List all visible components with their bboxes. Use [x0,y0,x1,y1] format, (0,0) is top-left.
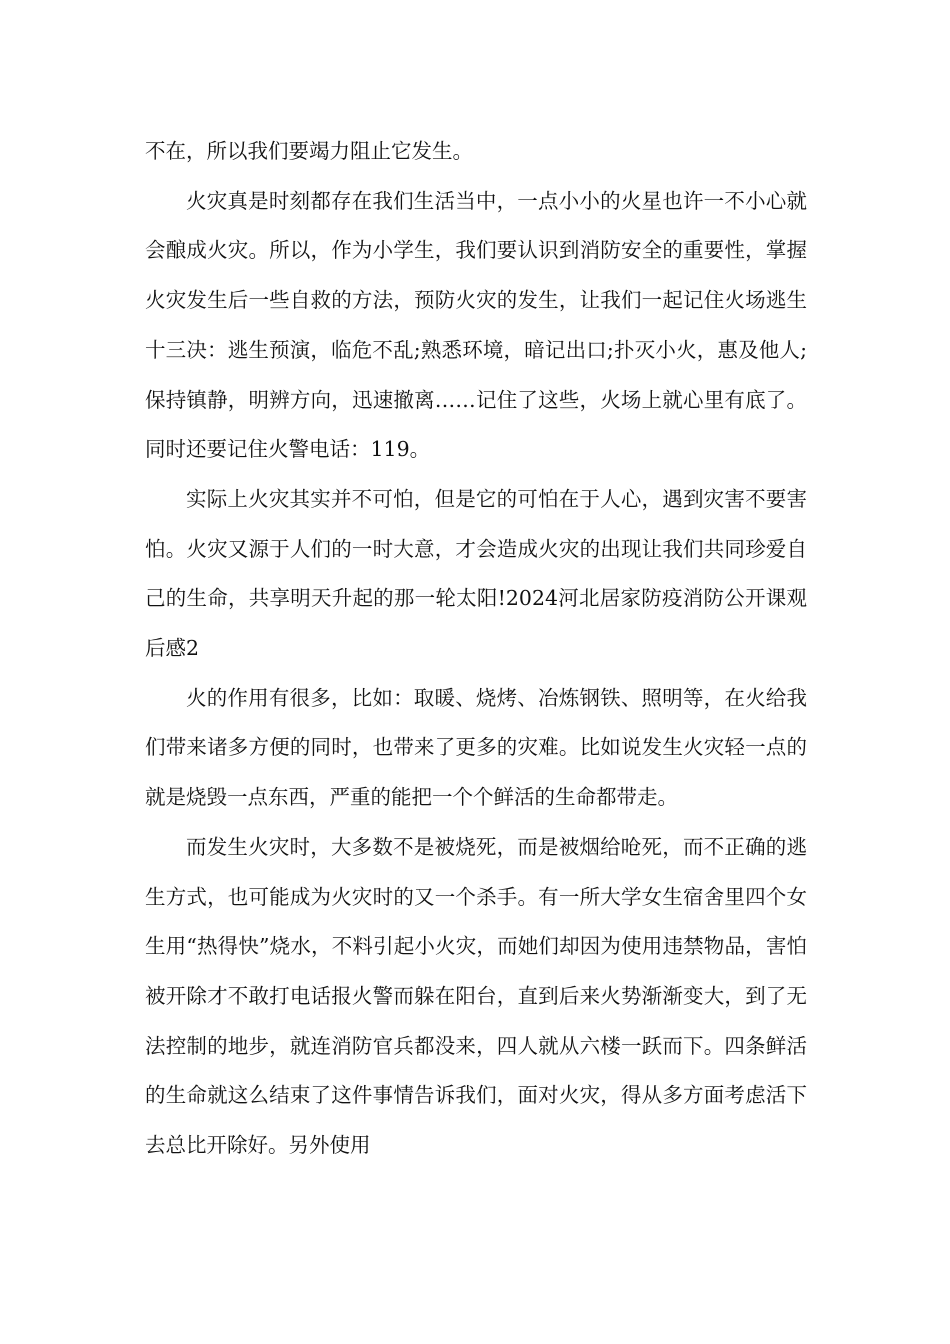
paragraph-continued: 不在，所以我们要竭力阻止它发生。 [145,139,473,163]
paragraph: 实际上火灾其实并不可怕，但是它的可怕在于人心，遇到灾害不要害怕。火灾又源于人们的一时大意，才会造成火灾的出现让我们共同珍爱自己的生命，共享明天升起的那一轮太阳!2024河北居家防疫消防公开课观后感2 [145,486,807,661]
paragraph: 火的作用有很多，比如：取暖、烧烤、冶炼钢铁、照明等，在火给我们带来诸多方便的同时，也带来了更多的灾难。比如说发生火灾轻一点的就是烧毁一点东西，严重的能把一个个鲜活的生命都带走。 [145,685,807,810]
paragraph: 火灾真是时刻都存在我们生活当中，一点小小的火星也许一不小心就会酿成火灾。所以，作为小学生，我们要认识到消防安全的重要性，掌握火灾发生后一些自救的方法，预防火灾的发生，让我们一起记住火场逃生十三决：逃生预演，临危不乱;熟悉环境，暗记出口;扑灭小火，惠及他人;保持镇静，明辨方向，迅速撤离……记住了这些，火场上就心里有底了。同时还要记住火警电话：119。 [145,188,807,462]
document-body [145,127,807,1171]
paragraph: 而发生火灾时，大多数不是被烧死，而是被烟给呛死，而不正确的逃生方式，也可能成为火灾时的又一个杀手。有一所大学女生宿舍里四个女生用“热得快”烧水，不料引起小火灾，而她们却因为使用违禁物品，害怕被开除才不敢打电话报火警而躲在阳台，直到后来火势渐渐变大，到了无法控制的地步，就连消防官兵都没来，四人就从六楼一跃而下。四条鲜活的生命就这么结束了这件事情告诉我们，面对火灾，得从多方面考虑活下去总比开除好。另外使用 [145,834,807,1158]
